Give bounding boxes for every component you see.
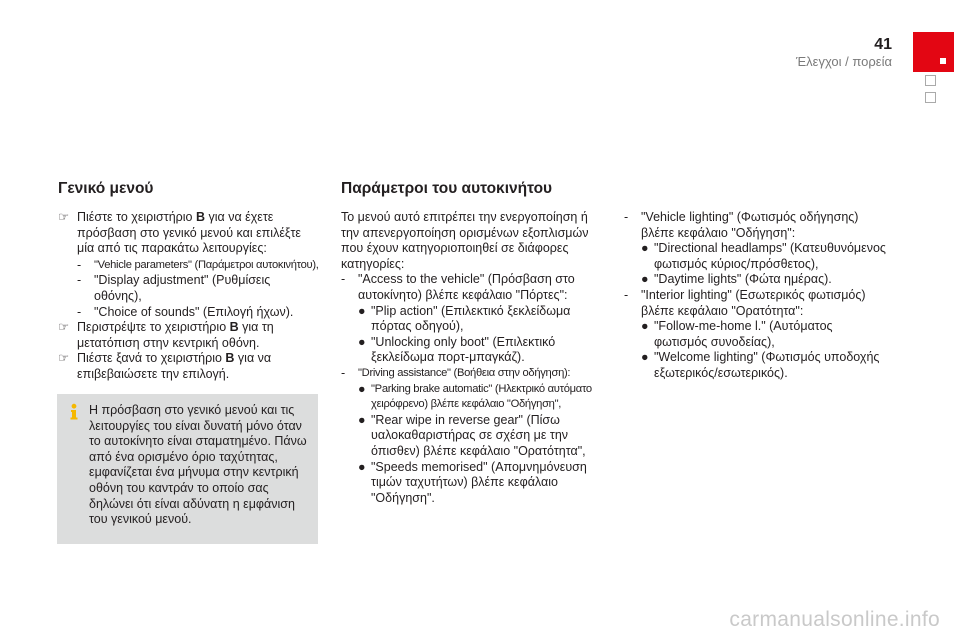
chapter-tab <box>913 32 954 72</box>
list-item <box>58 273 320 304</box>
vehicle-parameters-intro: Το μενού αυτό επιτρέπει την ενεργοποίηση ή την απενεργοποίηση ορισμένων εξοπλισμών που έχουν κατηγοριοποιηθεί σε διάφορες κατηγορίες: <box>341 210 589 271</box>
step-1-text: Πιέστε το χειριστήριο <box>77 210 196 224</box>
option-welcome-lighting: "Welcome lighting" (Φωτισμός υποδοχής εξωτερικός/εσωτερικός). <box>654 350 880 380</box>
general-menu-instructions <box>58 210 320 383</box>
step-2-text: Περιστρέψτε το χειριστήριο <box>77 320 230 335</box>
chapter-tab-marker <box>940 58 946 64</box>
list-item <box>624 319 886 350</box>
chapter-indicator-square <box>925 92 936 103</box>
dot-marker: ● <box>358 303 366 318</box>
pointing-hand-icon: ☞ <box>58 210 70 224</box>
list-item <box>58 258 320 274</box>
category-access <box>341 272 603 303</box>
info-icon <box>66 403 82 421</box>
list-item <box>624 241 886 272</box>
pointing-hand-icon: ☞ <box>58 351 70 366</box>
page-number: 41 <box>874 36 892 53</box>
dash-marker: - <box>341 365 346 380</box>
option-daytime-lights: "Daytime lights" (Φώτα ημέρας). <box>654 272 832 287</box>
lighting-content <box>624 210 886 382</box>
step-3 <box>58 351 320 382</box>
dash-marker: - <box>624 287 629 302</box>
step-1-text-end: για να έχετε πρόσβαση στο γενικό μενού και επιλέξτε μία από τις παρακάτω λειτουργίες: <box>77 210 301 256</box>
list-item <box>341 413 603 460</box>
info-note-box <box>57 394 318 544</box>
step-2-text-end: για τη μετατόπιση στην κεντρική οθόνη. <box>77 320 274 350</box>
category-driving-assistance <box>341 366 603 382</box>
list-item <box>58 305 320 321</box>
list-item <box>341 335 603 366</box>
dot-marker: ● <box>358 459 366 474</box>
info-note-text: Η πρόσβαση στο γενικό μενού και τις λειτουργίες του είναι δυνατή μόνο όταν το αυτοκίνητο είναι σταματημένο. Πάνω από ένα ορισμένο όριο ταχύτητας, εμφανίζεται ένα μήνυμα στην κεντρική οθόνη του καντράν το οποίο σας δηλώνει ότι είναι αδύνατη η εμφάνιση του γενικού μενού. <box>89 403 307 527</box>
category-driving-assistance-text: "Driving assistance" (Βοήθεια στην οδήγηση): <box>358 366 571 379</box>
dash-marker: - <box>77 257 82 272</box>
option-plip-action: "Plip action" (Επιλεκτικό ξεκλείδωμα πόρτας οδηγού), <box>371 303 571 334</box>
control-b-label: B <box>225 351 235 366</box>
list-item <box>341 460 603 507</box>
dot-marker: ● <box>358 334 366 349</box>
vehicle-parameters-content <box>341 210 603 506</box>
menu-option-display-adjustment: "Display adjustment" (Ρυθμίσεις οθόνης), <box>94 273 271 303</box>
option-follow-me-home: "Follow-me-home l." (Αυτόματος φωτισμός συνοδείας), <box>654 319 833 349</box>
dot-marker: ● <box>641 272 649 287</box>
list-item <box>341 304 603 335</box>
category-vehicle-lighting <box>624 210 886 241</box>
category-interior-lighting <box>624 288 886 319</box>
section-title: Έλεγχοι / πορεία <box>795 54 892 69</box>
option-unlocking-only-boot: "Unlocking only boot" (Επιλεκτικό ξεκλείδωμα πορτ-μπαγκάζ). <box>371 334 556 365</box>
step-3-text-end: για να επιβεβαιώσετε την επιλογή. <box>77 351 272 381</box>
category-access-text: "Access to the vehicle" (Πρόσβαση στο αυτοκίνητο) βλέπε κεφάλαιο "Πόρτες": <box>358 272 575 302</box>
option-speeds-memorised: "Speeds memorised" (Απομνημόνευση τιμών ταχυτήτων) βλέπε κεφάλαιο "Οδήγηση". <box>371 459 587 505</box>
option-parking-brake-automatic: "Parking brake automatic" (Ηλεκτρικό αυτόματο χειρόφρενο) βλέπε κεφάλαιο "Οδήγηση", <box>371 382 592 411</box>
dash-marker: - <box>77 304 82 319</box>
dash-marker: - <box>77 273 82 288</box>
pointing-hand-icon: ☞ <box>58 320 70 335</box>
control-b-label: B <box>229 320 239 335</box>
step-2 <box>58 320 320 351</box>
list-item <box>624 350 886 381</box>
list-item <box>341 382 603 413</box>
dot-marker: ● <box>358 381 366 396</box>
dot-marker: ● <box>358 412 366 427</box>
control-b-label: B <box>195 210 206 224</box>
watermark: carmanualsonline.info <box>729 608 940 631</box>
category-vehicle-lighting-text: "Vehicle lighting" (Φωτισμός οδήγησης) βλέπε κεφάλαιο "Οδήγηση": <box>641 210 859 240</box>
dot-marker: ● <box>641 319 649 334</box>
chapter-indicator-square <box>925 75 936 86</box>
menu-option-choice-of-sounds: "Choice of sounds" (Επιλογή ήχων). <box>94 304 294 319</box>
general-menu-title: Γενικό μενού <box>58 180 154 197</box>
step-1 <box>58 210 320 257</box>
option-rear-wipe-reverse: "Rear wipe in reverse gear" (Πίσω υαλοκαθαριστήρας σε σχέση με την όπισθεν) βλέπε κεφάλαιο "Ορατότητα", <box>371 412 586 458</box>
list-item <box>624 272 886 288</box>
dash-marker: - <box>341 272 346 287</box>
option-directional-headlamps: "Directional headlamps" (Κατευθυνόμενος φωτισμός κύριος/πρόσθετος), <box>654 241 886 271</box>
category-interior-lighting-text: "Interior lighting" (Εσωτερικός φωτισμός) βλέπε κεφάλαιο "Ορατότητα": <box>641 287 866 318</box>
vehicle-parameters-title: Παράμετροι του αυτοκινήτου <box>341 180 553 197</box>
step-3-text: Πιέστε ξανά το χειριστήριο <box>77 351 226 366</box>
dash-marker: - <box>624 210 629 224</box>
dot-marker: ● <box>641 241 649 256</box>
dot-marker: ● <box>641 350 649 365</box>
menu-option-vehicle-parameters: "Vehicle parameters" (Παράμετροι αυτοκινήτου), <box>94 258 319 271</box>
